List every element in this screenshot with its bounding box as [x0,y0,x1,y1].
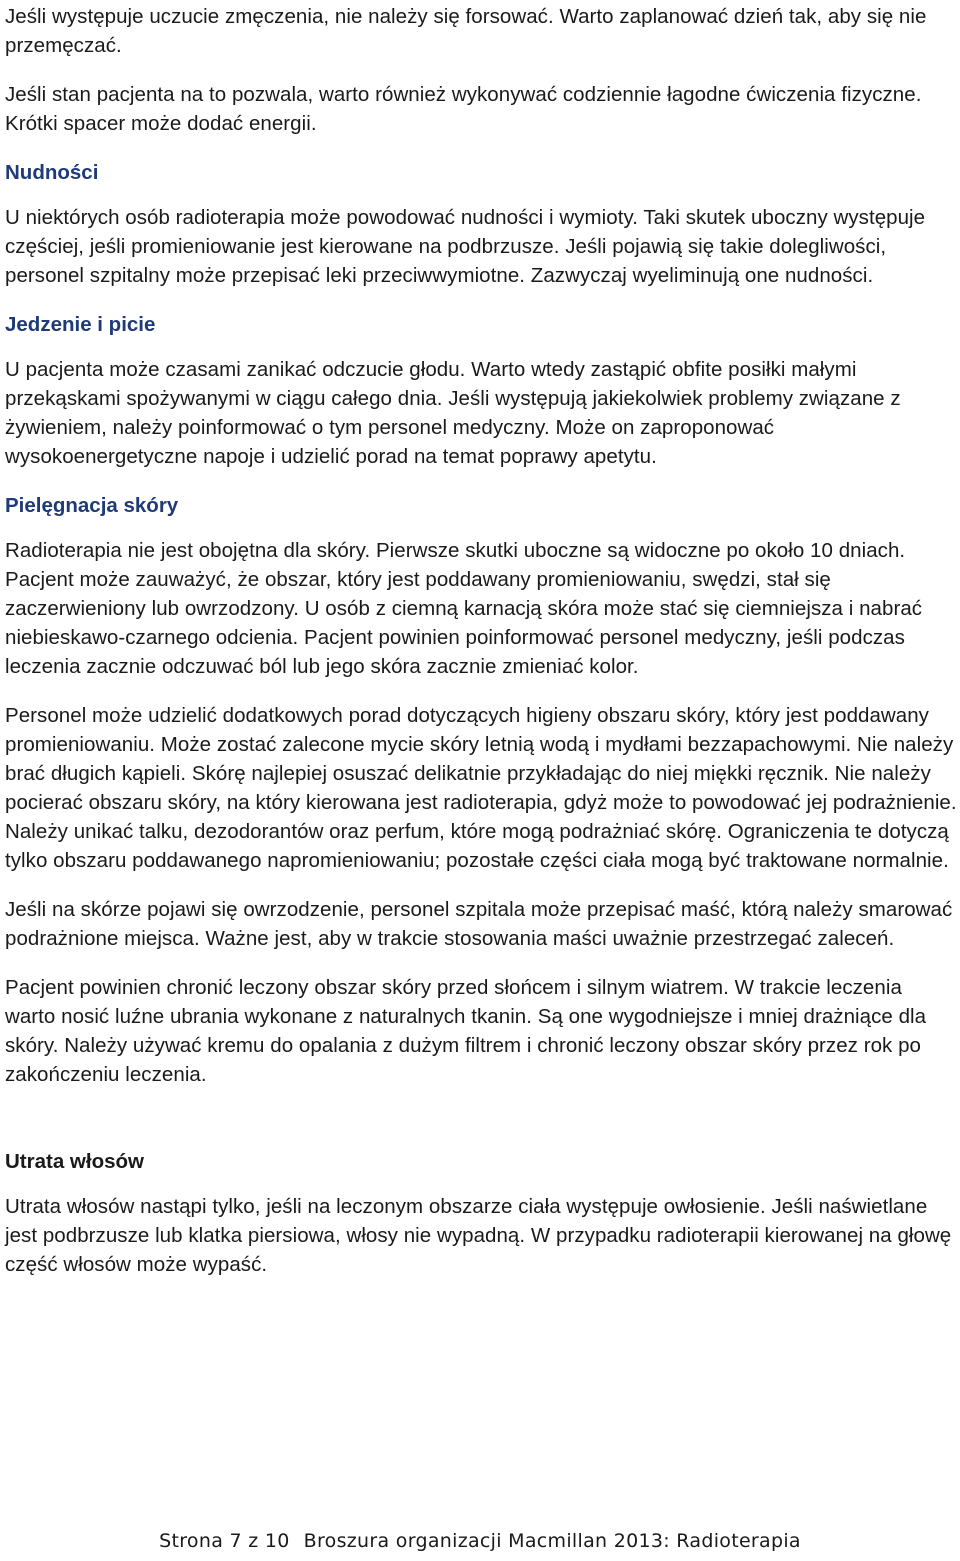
page-footer [0,1530,960,1552]
heading-skin-care: Pielęgnacja skóry [5,494,179,517]
heading-eating: Jedzenie i picie [5,313,156,336]
document-page [5,2,957,1279]
heading-nausea: Nudności [5,161,99,184]
paragraph-fatigue: Jeśli występuje uczucie zmęczenia, nie należy się forsować. Warto zaplanować dzień tak, aby się nie przemęczać. [5,5,927,57]
paragraph-exercise: Jeśli stan pacjenta na to pozwala, warto również wykonywać codziennie łagodne ćwiczenia fizyczne. Krótki spacer może dodać energii. [5,83,922,135]
paragraph-hair-loss: Utrata włosów nastąpi tylko, jeśli na leczonym obszarze ciała występuje owłosienie. Jeśli naświetlane jest podbrzusze lub klatka piersiowa, włosy nie wypadną. W przypadku radioterapii kierowanej na głowę część włosów może wypaść. [5,1195,952,1276]
paragraph-eating: U pacjenta może czasami zanikać odczucie głodu. Warto wtedy zastąpić obfite posiłki małymi przekąskami spożywanymi w ciągu całego dnia. Jeśli występują jakiekolwiek problemy związane z żywieniem, należy poinformować o tym personel medyczny. Może on zaproponować wysokoenergetyczne napoje i udzielić porad na temat poprawy apetytu. [5,358,901,468]
footer-page-number: Strona 7 z 10 [159,1530,290,1552]
paragraph-skin-2: Personel może udzielić dodatkowych porad dotyczących higieny obszaru skóry, który jest poddawany promieniowaniu. Może zostać zalecone mycie skóry letnią wodą i mydłami bezzapachowymi. Nie należy brać długich kąpieli. Skórę najlepiej osuszać delikatnie przykładając do niej miękki ręcznik. Nie należy pocierać obszaru skóry, na który kierowana jest radioterapia, gdyż może to powodować jej podrażnienie. Należy unikać talku, dezodorantów oraz perfum, które mogą podrażniać skórę. Ograniczenia te dotyczą tylko obszaru poddawanego napromieniowaniu; pozostałe części ciała mogą być traktowane normalnie. [5,704,957,872]
paragraph-nausea: U niektórych osób radioterapia może powodować nudności i wymioty. Taki skutek uboczny występuje częściej, jeśli promieniowanie jest kierowane na podbrzusze. Jeśli pojawią się takie dolegliwości, personel szpitalny może przepisać leki przeciwwymiotne. Zazwyczaj wyeliminują one nudności. [5,206,926,287]
paragraph-skin-3: Jeśli na skórze pojawi się owrzodzenie, personel szpitala może przepisać maść, którą należy smarować podrażnione miejsca. Ważne jest, aby w trakcie stosowania maści uważnie przestrzegać zaleceń. [5,898,953,950]
paragraph-skin-4: Pacjent powinien chronić leczony obszar skóry przed słońcem i silnym wiatrem. W trakcie leczenia warto nosić luźne ubrania wykonane z naturalnych tkanin. Są one wygodniejsze i mniej drażniące dla skóry. Należy używać kremu do opalania z dużym filtrem i chronić leczony obszar skóry przez rok po zakończeniu leczenia. [5,976,927,1086]
heading-hair-loss: Utrata włosów [5,1150,144,1173]
footer-source: Broszura organizacji Macmillan 2013: Radioterapia [303,1530,801,1552]
paragraph-skin-1: Radioterapia nie jest obojętna dla skóry. Pierwsze skutki uboczne są widoczne po około 10 dniach. Pacjent może zauważyć, że obszar, który jest poddawany promieniowaniu, swędzi, stał się zaczerwieniony lub owrzodzony. U osób z ciemną karnacją skóra może stać się ciemniejsza i nabrać niebieskawo-czarnego odcienia. Pacjent powinien poinformować personel medyczny, jeśli podczas leczenia zacznie odczuwać ból lub jego skóra zacznie zmieniać kolor. [5,539,923,678]
